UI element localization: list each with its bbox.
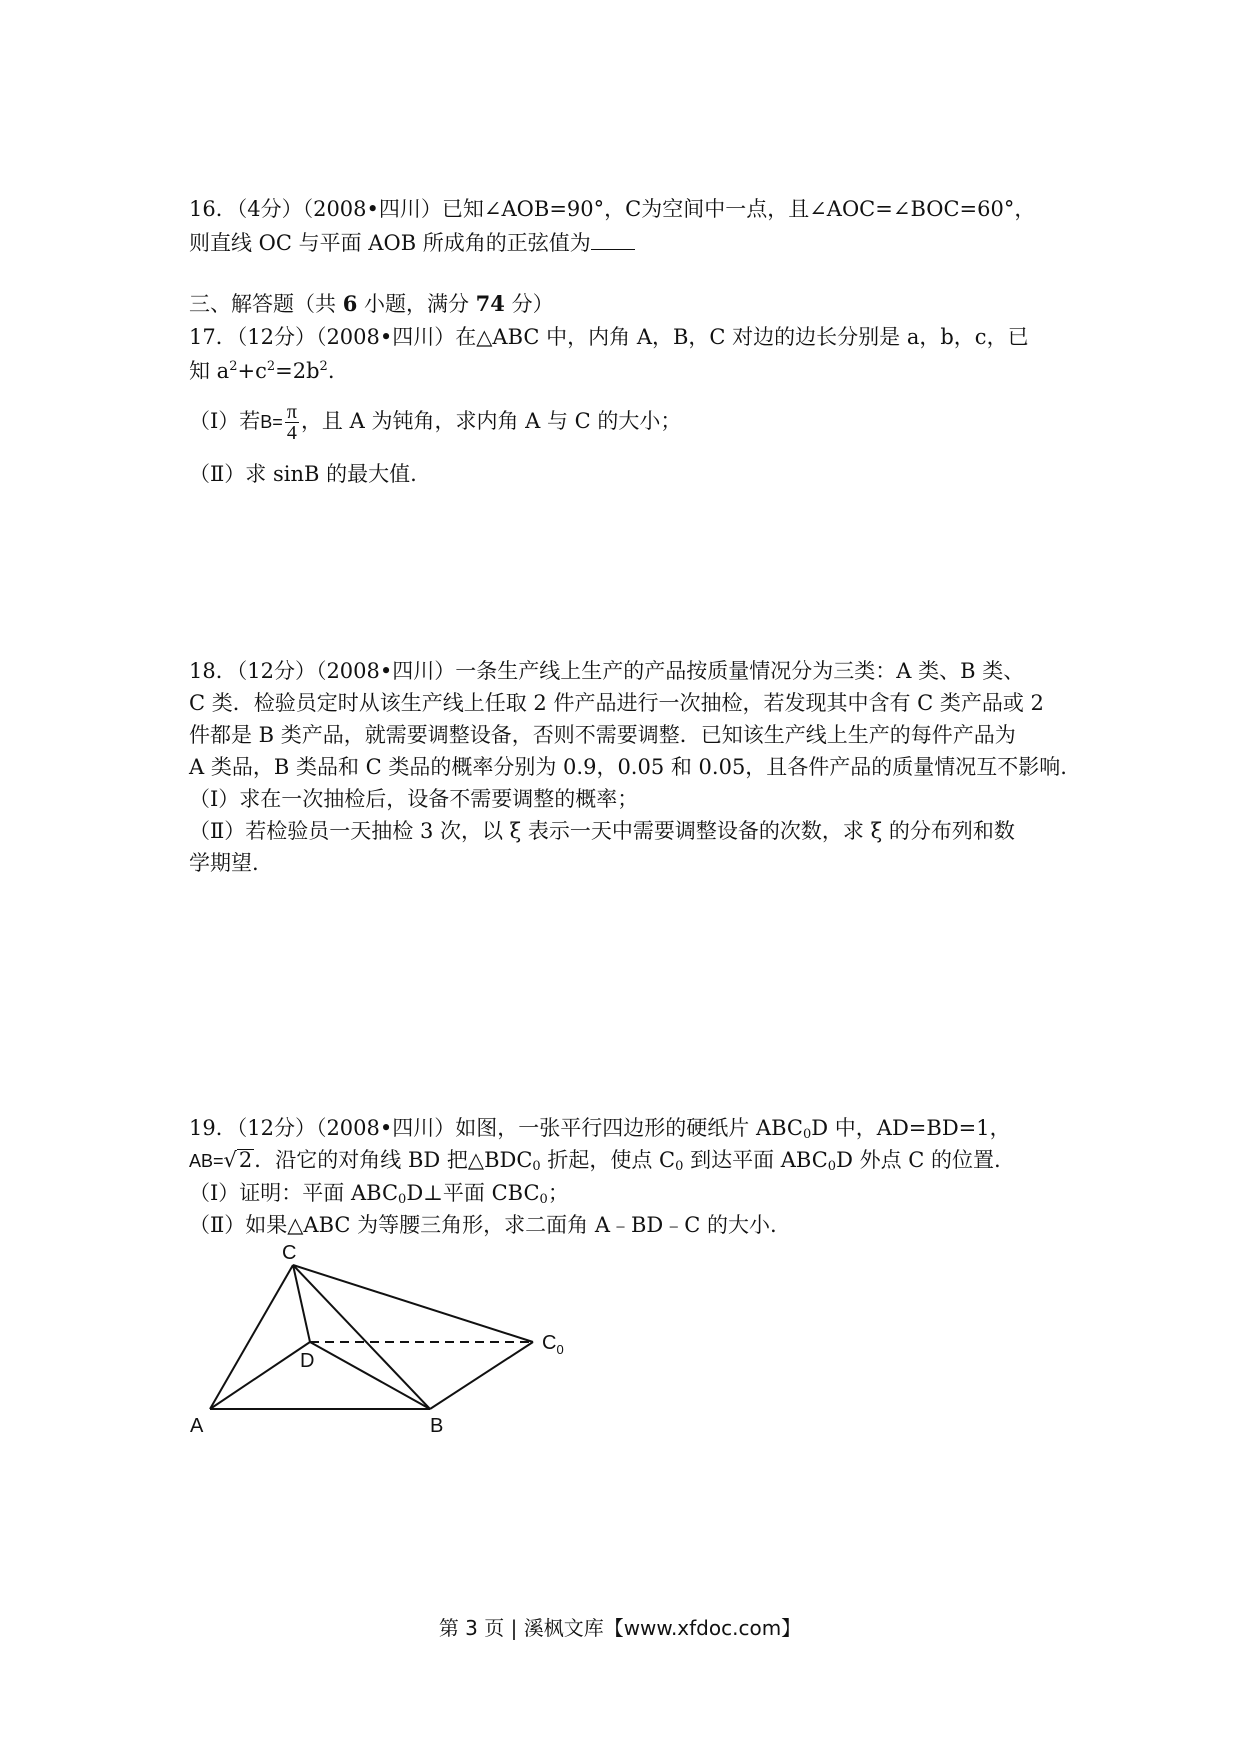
label-C0 — [542, 1332, 564, 1357]
section-middle: 小题，满分 — [357, 292, 476, 316]
section-header — [189, 290, 554, 318]
q17-exp2: 2 — [266, 359, 276, 374]
q19-l2-c: 到达平面 ABC — [683, 1148, 828, 1172]
q18-part1: （Ⅰ）求在一次抽检后，设备不需要调整的概率； — [189, 787, 639, 811]
label-B: B — [430, 1415, 444, 1435]
q17-p1-post: ，且 A 为钝角，求内角 A 与 C 的大小； — [300, 409, 682, 433]
label-A: A — [190, 1415, 204, 1435]
q19-p1-b: D⊥平面 CBC — [406, 1181, 540, 1205]
q17-l2-a: 知 a — [189, 359, 230, 383]
q19-ab-eq: AB= — [189, 1151, 224, 1171]
q19-l1-b: D 中，AD=BD=1， — [811, 1116, 1011, 1140]
edge-CD — [293, 1265, 310, 1342]
answer-blank — [591, 229, 635, 250]
q18-line4: A 类品，B 类品和 C 类品的概率分别为 0.9，0.05 和 0.05，且各件产品的质量情况互不影响. — [189, 755, 1067, 779]
q19-l2-sub2: 0 — [675, 1159, 684, 1174]
section-suffix: 分） — [504, 292, 554, 316]
edge-BC0 — [430, 1342, 533, 1409]
section-prefix: 三、解答题（共 — [189, 292, 343, 316]
q19-p1-c: ； — [547, 1181, 569, 1205]
q19-part2: （Ⅱ）如果△ABC 为等腰三角形，求二面角 A﹣BD﹣C 的大小. — [189, 1213, 777, 1237]
q18-line3: 件都是 B 类产品，就需要调整设备，否则不需要调整．已知该生产线上生产的每件产品为 — [189, 723, 1016, 747]
q18-part2: （Ⅱ）若检验员一天抽检 3 次，以 ξ 表示一天中需要调整设备的次数，求 ξ 的分布列和数 — [189, 819, 1015, 843]
q17-exp1: 2 — [229, 359, 238, 374]
sqrt-sign: √ — [223, 1148, 237, 1172]
sqrt-radicand: 2 — [238, 1148, 253, 1172]
q17-b-eq: B= — [260, 412, 283, 432]
q19-part1 — [189, 1179, 569, 1207]
q16-line1: 16．（4分）（2008•四川）已知∠AOB=90°，C为空间中一点，且∠AOC=∠BOC=60°， — [189, 197, 1036, 221]
q19-l2-sub3: 0 — [827, 1159, 837, 1174]
q19-line2 — [189, 1146, 1001, 1175]
q17-exp3: 2 — [319, 359, 328, 374]
q19-l2-d: D 外点 C 的位置. — [836, 1148, 1001, 1172]
edge-AD — [210, 1342, 310, 1409]
q19-p1-a: （Ⅰ）证明：平面 ABC — [189, 1181, 399, 1205]
fraction-numerator: π — [286, 401, 297, 423]
section-count: 6 — [342, 291, 358, 316]
q17-l2-b: +c — [237, 359, 267, 383]
q19-l2-a: ．沿它的对角线 BD 把△BDC — [254, 1148, 533, 1172]
q17-l2-d: . — [327, 359, 335, 383]
q16-line2 — [189, 229, 635, 257]
label-D: D — [300, 1350, 315, 1372]
q19-l2-b: 折起，使点 C — [540, 1148, 676, 1172]
q19-line1 — [189, 1114, 1011, 1142]
q18-part2-cont: 学期望. — [189, 851, 259, 875]
pi-over-4-fraction — [285, 402, 299, 443]
q16-line2-text: 则直线 OC 与平面 AOB 所成角的正弦值为 — [189, 231, 591, 255]
q17-part1 — [189, 402, 681, 443]
geometry-figure — [180, 1245, 580, 1435]
section-score: 74 — [475, 291, 505, 316]
edge-DB — [310, 1342, 430, 1409]
q19-p1-sub1: 0 — [398, 1192, 407, 1207]
label-C0-main: C — [542, 1332, 557, 1354]
fraction-denominator: 4 — [286, 422, 297, 444]
q19-l2-sub1: 0 — [532, 1159, 541, 1174]
q17-p1-pre: （Ⅰ）若 — [189, 409, 261, 433]
q19-l1-a: 19．（12分）（2008•四川）如图，一张平行四边形的硬纸片 ABC — [189, 1116, 804, 1140]
label-C: C — [282, 1245, 297, 1264]
edge-AC — [210, 1265, 293, 1409]
q18-line2: C 类．检验员定时从该生产线上任取 2 件产品进行一次抽检，若发现其中含有 C 类产品或 2 — [189, 691, 1044, 715]
q19-p1-sub2: 0 — [539, 1192, 548, 1207]
q19-l1-sub: 0 — [803, 1127, 812, 1142]
q17-l2-c: =2b — [275, 359, 320, 383]
label-C0-sub: 0 — [556, 1342, 564, 1357]
q18-line1: 18．（12分）（2008•四川）一条生产线上生产的产品按质量情况分为三类：A 类、B 类、 — [189, 659, 1025, 683]
page-footer: 第 3 页 | 溪枫文库【www.xfdoc.com】 — [438, 1616, 802, 1640]
q17-line1: 17．（12分）（2008•四川）在△ABC 中，内角 A，B，C 对边的边长分别是 a，b，c，已 — [189, 325, 1029, 349]
q17-part2: （Ⅱ）求 sinB 的最大值. — [189, 462, 417, 486]
q17-line2 — [189, 357, 335, 385]
